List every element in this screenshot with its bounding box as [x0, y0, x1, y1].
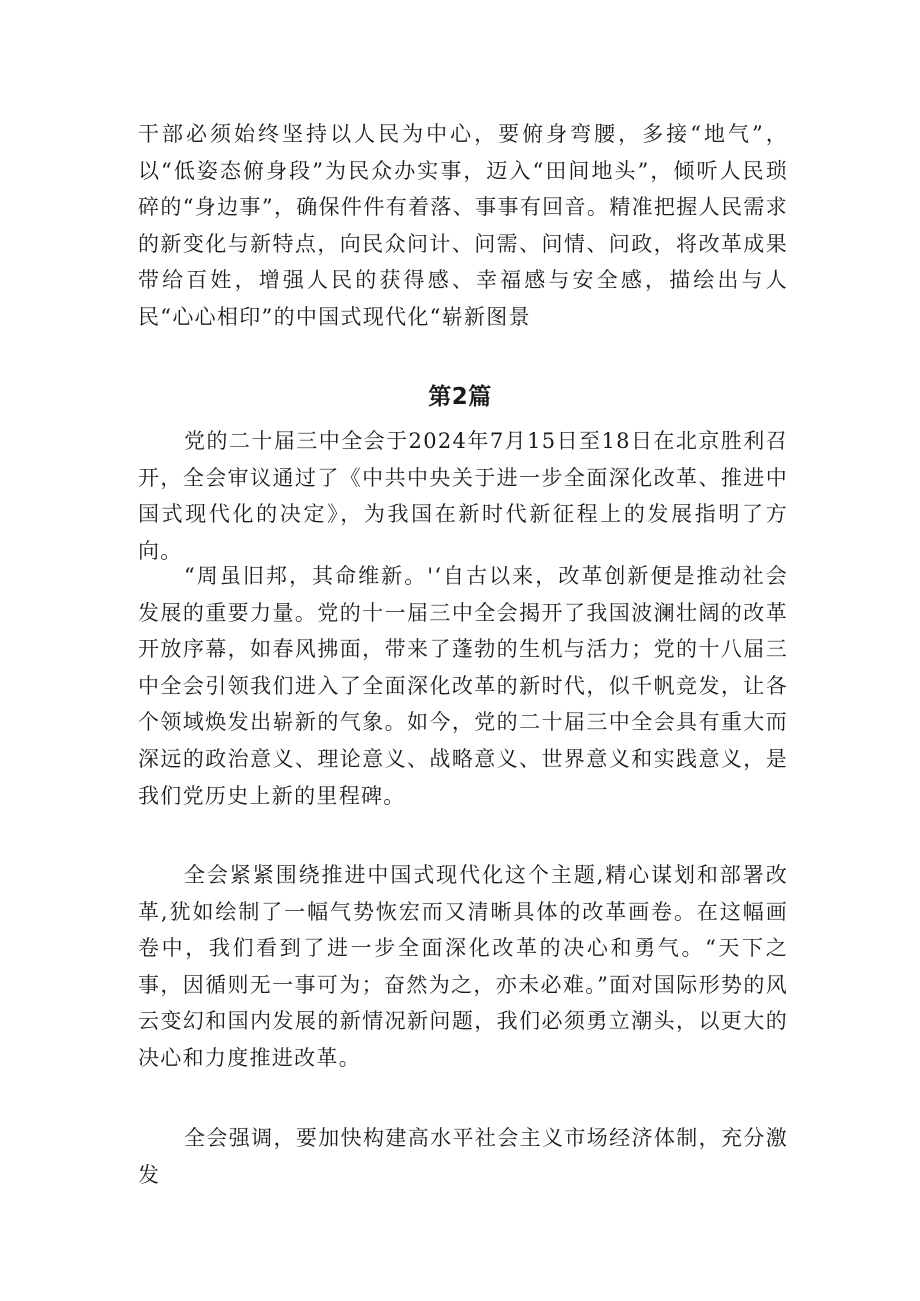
section-heading: 第2篇 — [428, 384, 492, 410]
paragraph-theme: 全会紧紧围绕推进中国式现代化这个主题,精心谋划和部署改革,犹如绘制了一幅气势恢宏而又清晰具体的改革画卷。在这幅画卷中，我们看到了进一步全面深化改革的决心和勇气。“天下之事，因循则无一事可为；奋然为之，亦未必难。”面对国际形势的风云变幻和国内发展的新情况新问题，我们必须勇立潮头，以更大的决心和力度推进改革。 — [138, 863, 788, 1070]
paragraph-history: “周虽旧邦，其命维新。'‘自古以来，改革创新便是推动社会发展的重要力量。党的十一届三中全会揭开了我国波澜壮阔的改革开放序幕，如春风拂面，带来了蓬勃的生机与活力；党的十八届三中全会引领我们进入了全面深化改革的新时代，似千帆竞发，让各个领域焕发出崭新的气象。如今，党的二十届三中全会具有重大而深远的政治意义、理论意义、战略意义、世界意义和实践意义，是我们党历史上新的里程碑。 — [138, 564, 788, 808]
paragraph-market-economy: 全会强调，要加快构建高水平社会主义市场经济体制，充分激发 — [138, 1126, 788, 1187]
paragraph-continuation: 干部必须始终坚持以人民为中心，要俯身弯腰，多接“地气”，以“低姿态俯身段”为民众办实事，迈入“田间地头”，倾听人民琐碎的“身边事”，确保件件有着落、事事有回音。精准把握人民需求的新变化与新特点，向民众问计、问需、问情、问政，将改革成果带给百姓，增强人民的获得感、幸福感与安全感，描绘出与人民“心心相印”的中国式现代化“崭新图景 — [138, 122, 788, 329]
paragraph-intro: 党的二十届三中全会于2024年7月15日至18日在北京胜利召开，全会审议通过了《中共中央关于进一步全面深化改革、推进中国式现代化的决定》，为我国在新时代新征程上的发展指明了方向。 — [138, 429, 788, 563]
